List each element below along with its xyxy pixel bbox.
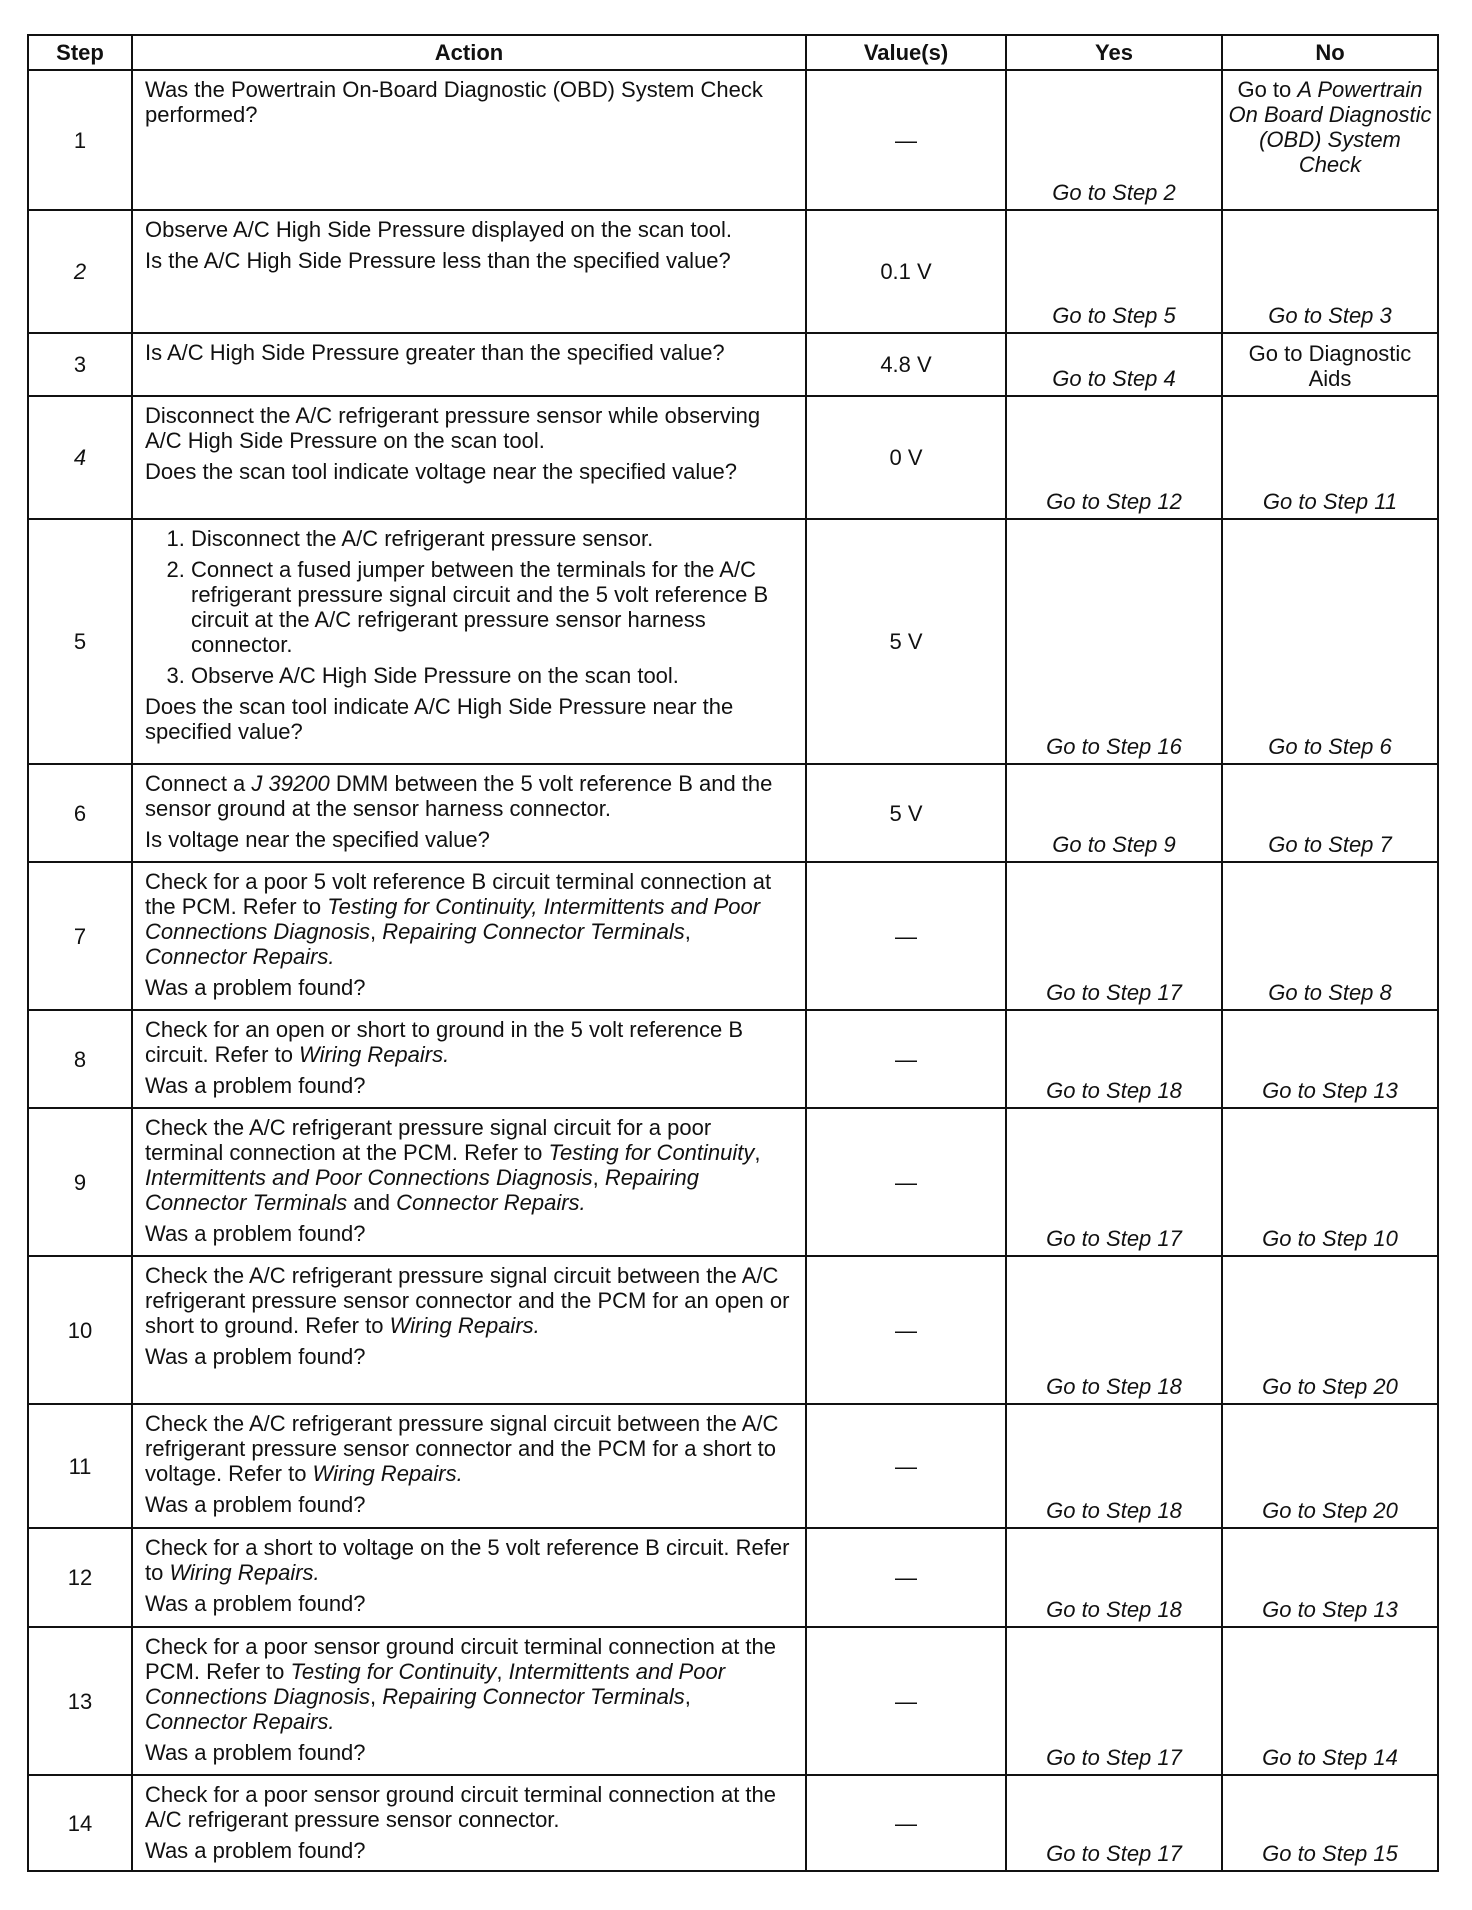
step-number: 1 (28, 70, 132, 210)
table-row (28, 210, 1438, 333)
text-segment: Check for an open or short to ground in the 5 volt reference B circuit. Refer to (145, 1017, 744, 1067)
table-row (28, 1108, 1438, 1256)
action-paragraph (145, 340, 793, 365)
text-segment: Go to Step 17 (1046, 1745, 1182, 1770)
yes-cell (1006, 333, 1222, 396)
text-segment: Go to Step 12 (1046, 489, 1182, 514)
action-paragraph (145, 1115, 793, 1215)
text-segment: Check for a poor sensor ground circuit terminal connection at the A/C refrigerant pressure sensor connector. (145, 1782, 776, 1832)
text-segment: Check the A/C refrigerant pressure signal circuit for a poor terminal connection at the PCM. Refer to (145, 1115, 712, 1165)
yes-cell (1006, 1404, 1222, 1528)
value-cell: — (806, 1775, 1006, 1871)
step-number: 5 (28, 519, 132, 764)
action-paragraph (145, 1221, 793, 1246)
yes-cell (1006, 862, 1222, 1010)
text-segment: Go to Step 18 (1046, 1374, 1182, 1399)
yes-cell (1006, 764, 1222, 862)
action-paragraph (145, 1492, 793, 1517)
action-cell (132, 1256, 806, 1404)
text-segment: Was a problem found? (145, 1591, 366, 1616)
step-number: 9 (28, 1108, 132, 1256)
value-cell: 5 V (806, 519, 1006, 764)
no-cell (1222, 1256, 1438, 1404)
no-cell (1222, 1627, 1438, 1775)
no-cell (1222, 519, 1438, 764)
action-paragraph (145, 1591, 793, 1616)
step-number: 3 (28, 333, 132, 396)
step-number: 7 (28, 862, 132, 1010)
text-segment: Testing for Continuity (290, 1659, 497, 1684)
no-cell (1222, 70, 1438, 210)
table-body (28, 70, 1438, 1871)
table-row (28, 333, 1438, 396)
action-cell (132, 764, 806, 862)
text-segment: Go to Step 11 (1262, 489, 1398, 514)
text-segment: Was a problem found? (145, 1344, 366, 1369)
action-paragraph (145, 869, 793, 969)
step-number: 14 (28, 1775, 132, 1871)
table-row (28, 1010, 1438, 1108)
text-segment: Connector Repairs. (396, 1190, 586, 1215)
text-segment: Go to Step 2 (1052, 180, 1176, 205)
yes-cell (1006, 210, 1222, 333)
no-cell (1222, 1404, 1438, 1528)
text-segment: J 39200 (251, 771, 330, 796)
action-paragraph (145, 248, 793, 273)
action-cell (132, 519, 806, 764)
text-segment: Is the A/C High Side Pressure less than the specified value? (145, 248, 731, 273)
yes-cell (1006, 396, 1222, 519)
yes-cell (1006, 519, 1222, 764)
value-cell: — (806, 1404, 1006, 1528)
text-segment: Go to Step 5 (1052, 303, 1176, 328)
action-cell (132, 1775, 806, 1871)
text-segment: Go to Step 7 (1268, 832, 1392, 857)
no-cell (1222, 1010, 1438, 1108)
yes-cell (1006, 1775, 1222, 1871)
table-row (28, 862, 1438, 1010)
text-segment: Go to Step 3 (1268, 303, 1392, 328)
text-segment: Go to Step 8 (1268, 980, 1392, 1005)
value-cell: — (806, 1010, 1006, 1108)
text-segment: Go to Step 13 (1262, 1597, 1398, 1622)
text-segment: Connector Repairs. (145, 1709, 335, 1734)
text-segment: , (370, 1684, 383, 1709)
text-segment: Go to Step 18 (1046, 1078, 1182, 1103)
text-segment: Was a problem found? (145, 1838, 366, 1863)
text-segment: Go to Step 13 (1262, 1078, 1398, 1103)
yes-cell (1006, 1010, 1222, 1108)
text-segment: Observe A/C High Side Pressure on the scan tool. (191, 663, 679, 688)
text-segment: Connect a fused jumper between the terminals for the A/C refrigerant pressure signal circuit and the 5 volt reference B circuit at the A/C refrigerant pressure sensor harness connector. (191, 557, 769, 657)
action-cell (132, 1010, 806, 1108)
text-segment: Was a problem found? (145, 1221, 366, 1246)
value-cell: — (806, 862, 1006, 1010)
text-segment: Was the Powertrain On-Board Diagnostic (OBD) System Check performed? (145, 77, 763, 127)
yes-cell (1006, 1528, 1222, 1627)
table-row (28, 1528, 1438, 1627)
table-row (28, 70, 1438, 210)
text-segment: Was a problem found? (145, 1740, 366, 1765)
table-row (28, 1775, 1438, 1871)
value-cell: — (806, 1256, 1006, 1404)
action-paragraph (145, 1535, 793, 1585)
table-row (28, 764, 1438, 862)
header-row (28, 35, 1438, 70)
no-cell (1222, 1108, 1438, 1256)
text-segment: Go to Step 6 (1268, 734, 1392, 759)
text-segment: and (347, 1190, 397, 1215)
text-segment: A Powertrain On Board Diagnostic (OBD) System Check (1228, 77, 1432, 177)
no-cell (1222, 862, 1438, 1010)
text-segment: , (684, 919, 691, 944)
text-segment: Repairing Connector Terminals (382, 1684, 685, 1709)
text-segment: Was a problem found? (145, 1073, 366, 1098)
text-segment: Disconnect the A/C refrigerant pressure sensor. (191, 526, 654, 551)
text-segment: Go to Step 10 (1262, 1226, 1398, 1251)
step-number: 2 (28, 210, 132, 333)
action-paragraph (145, 827, 793, 852)
yes-cell (1006, 1256, 1222, 1404)
no-cell (1222, 1775, 1438, 1871)
text-segment: Check the A/C refrigerant pressure signal circuit between the A/C refrigerant pressure sensor connector and the PCM for an open or short to ground. Refer to (145, 1263, 790, 1338)
text-segment: Disconnect the A/C refrigerant pressure sensor while observing A/C High Side Pressure on the scan tool. (145, 403, 761, 453)
action-cell (132, 1108, 806, 1256)
table-row (28, 519, 1438, 764)
action-paragraph (145, 1740, 793, 1765)
text-segment: , (370, 919, 383, 944)
action-paragraph (145, 1634, 793, 1734)
text-segment: Does the scan tool indicate A/C High Side Pressure near the specified value? (145, 694, 734, 744)
no-cell (1222, 764, 1438, 862)
text-segment: Wiring Repairs. (299, 1042, 450, 1067)
text-segment: , (496, 1659, 509, 1684)
text-segment: Wiring Repairs. (312, 1461, 463, 1486)
text-segment: Was a problem found? (145, 1492, 366, 1517)
header-yes: Yes (1006, 35, 1222, 70)
step-number: 11 (28, 1404, 132, 1528)
text-segment: Wiring Repairs. (389, 1313, 540, 1338)
step-number: 6 (28, 764, 132, 862)
table-row (28, 1627, 1438, 1775)
no-cell (1222, 333, 1438, 396)
table-row (28, 1404, 1438, 1528)
value-cell: — (806, 1528, 1006, 1627)
action-paragraph (145, 459, 793, 484)
text-segment: Check the A/C refrigerant pressure signal circuit between the A/C refrigerant pressure sensor connector and the PCM for a short to voltage. Refer to (145, 1411, 779, 1486)
text-segment: Go to Step 20 (1262, 1374, 1398, 1399)
table-row (28, 396, 1438, 519)
header-no: No (1222, 35, 1438, 70)
text-segment: Go to Step 17 (1046, 1226, 1182, 1251)
action-paragraph (145, 77, 793, 127)
header-step: Step (28, 35, 132, 70)
text-segment: Go to Step 18 (1046, 1597, 1182, 1622)
text-segment: , (684, 1684, 691, 1709)
action-paragraph (145, 694, 793, 744)
action-paragraph (145, 1344, 793, 1369)
step-number: 12 (28, 1528, 132, 1627)
step-number: 4 (28, 396, 132, 519)
action-step-item (191, 557, 793, 657)
table-row (28, 1256, 1438, 1404)
action-cell (132, 210, 806, 333)
text-segment: Go to Step 9 (1052, 832, 1176, 857)
text-segment: Go to Step 17 (1046, 1841, 1182, 1866)
text-segment: Go to Step 18 (1046, 1498, 1182, 1523)
text-segment: DMM between the 5 volt reference B and the sensor ground at the sensor harness connector. (145, 771, 773, 821)
value-cell: — (806, 1108, 1006, 1256)
action-step-item (191, 663, 793, 688)
no-cell (1222, 396, 1438, 519)
action-paragraph (145, 1838, 793, 1863)
action-paragraph (145, 217, 793, 242)
action-cell (132, 396, 806, 519)
action-paragraph (145, 1263, 793, 1338)
step-number: 10 (28, 1256, 132, 1404)
action-paragraph (145, 771, 793, 821)
text-segment: Repairing Connector Terminals (145, 1165, 699, 1215)
text-segment: Go to Step 17 (1046, 980, 1182, 1005)
text-segment: Is voltage near the specified value? (145, 827, 490, 852)
action-cell (132, 1627, 806, 1775)
action-cell (132, 1528, 806, 1627)
header-action: Action (132, 35, 806, 70)
text-segment: Does the scan tool indicate voltage near the specified value? (145, 459, 737, 484)
text-segment: Intermittents and Poor Connections Diagnosis (145, 1165, 593, 1190)
text-segment: Go to Step 14 (1262, 1745, 1398, 1770)
step-number: 8 (28, 1010, 132, 1108)
text-segment: Check for a poor sensor ground circuit terminal connection at the PCM. Refer to (145, 1634, 776, 1684)
text-segment: Connector Repairs. (145, 944, 335, 969)
action-paragraph (145, 403, 793, 453)
no-cell (1222, 1528, 1438, 1627)
action-cell (132, 333, 806, 396)
text-segment: Go to Step 15 (1262, 1841, 1398, 1866)
action-paragraph (145, 975, 793, 1000)
yes-cell (1006, 70, 1222, 210)
text-segment: Go to (1237, 77, 1298, 102)
action-paragraph (145, 1782, 793, 1832)
text-segment: Is A/C High Side Pressure greater than the specified value? (145, 340, 725, 365)
step-number: 13 (28, 1627, 132, 1775)
diagnostic-table (27, 34, 1439, 1872)
text-segment: Check for a poor 5 volt reference B circuit terminal connection at the PCM. Refer to (145, 869, 772, 919)
no-cell (1222, 210, 1438, 333)
value-cell: — (806, 1627, 1006, 1775)
value-cell: 4.8 V (806, 333, 1006, 396)
text-segment: Go to Step 16 (1046, 734, 1182, 759)
action-cell (132, 862, 806, 1010)
value-cell: 5 V (806, 764, 1006, 862)
action-paragraph (145, 1411, 793, 1486)
text-segment: Go to Step 4 (1052, 366, 1176, 391)
value-cell: 0.1 V (806, 210, 1006, 333)
action-cell (132, 70, 806, 210)
value-cell: 0 V (806, 396, 1006, 519)
text-segment: Repairing Connector Terminals (382, 919, 685, 944)
text-segment: Go to Step 20 (1262, 1498, 1398, 1523)
text-segment: , (592, 1165, 605, 1190)
yes-cell (1006, 1108, 1222, 1256)
action-steps-list (145, 526, 793, 688)
yes-cell (1006, 1627, 1222, 1775)
text-segment: , (754, 1140, 761, 1165)
action-paragraph (145, 1017, 793, 1067)
text-segment: Testing for Continuity (548, 1140, 755, 1165)
text-segment: Go to Diagnostic Aids (1248, 341, 1412, 391)
action-cell (132, 1404, 806, 1528)
text-segment: Was a problem found? (145, 975, 366, 1000)
text-segment: Intermittents and Poor Connections Diagnosis (145, 1659, 726, 1709)
text-segment: Testing for Continuity, Intermittents and Poor Connections Diagnosis (145, 894, 761, 944)
action-step-item (191, 526, 793, 551)
text-segment: Wiring Repairs. (169, 1560, 320, 1585)
text-segment: Check for a short to voltage on the 5 volt reference B circuit. Refer to (145, 1535, 790, 1585)
text-segment: Connect a (145, 771, 252, 796)
header-values: Value(s) (806, 35, 1006, 70)
action-paragraph (145, 1073, 793, 1098)
value-cell: — (806, 70, 1006, 210)
text-segment: Observe A/C High Side Pressure displayed on the scan tool. (145, 217, 732, 242)
